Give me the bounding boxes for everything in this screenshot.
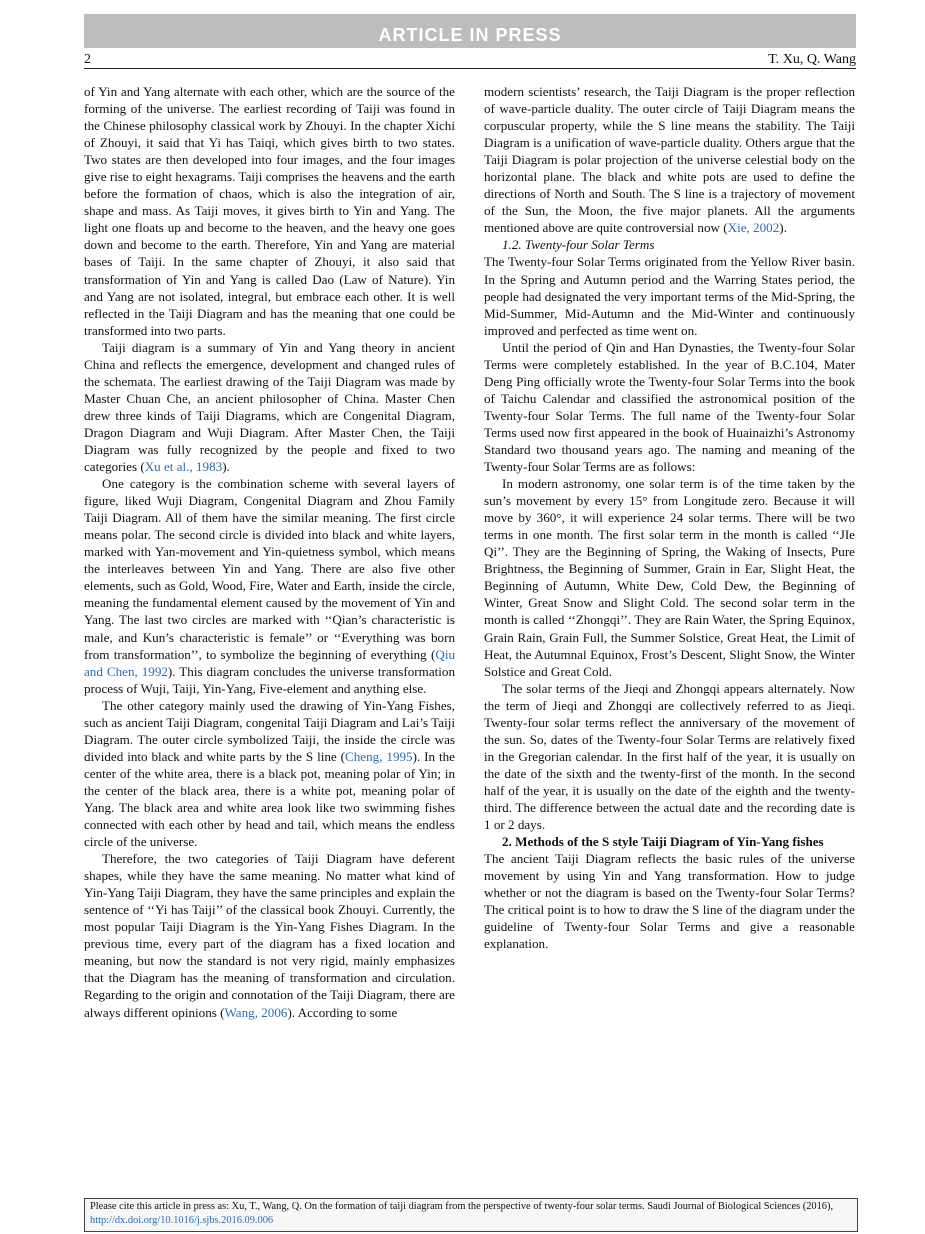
doi-link[interactable]: http://dx.doi.org/10.1016/j.sjbs.2016.09.006 — [90, 1214, 274, 1226]
paragraph: The Twenty-four Solar Terms originated from the Yellow River basin. In the Spring and Autumn period and the Warring States period, the people had designated the very important terms of the Mid-Spring, the Mid-Summer, Mid-Autumn and the Mid-Winter and continuously improved and perfected as time went on. — [484, 254, 855, 338]
citation-box — [84, 1198, 858, 1232]
left-column — [84, 83, 455, 1021]
article-in-press-banner: ARTICLE IN PRESS — [84, 14, 856, 48]
paragraph: The other category mainly used the drawing of Yin-Yang Fishes, such as ancient Taiji Diagram, congenital Taiji Diagram and Lai’s Taiji Diagram. The outer circle symbolized Taiji, the inside the circle was divided into black and white parts by the S line (Cheng, 1995). In the center of the white area, there is a black pot, meaning polar of Yin; in the center of the black area, there is a white pot, meaning polar of Yang. The black area and white area look like two swimming fishes connected with each other by head and tail, which means the endless circle of the universe. — [84, 697, 455, 850]
citation-text: Please cite this article in press as: Xu, T., Wang, Q. On the formation of taiji diagram from the perspective of twenty-four solar terms. Saudi Journal of Biological Sciences (2016), — [90, 1201, 834, 1212]
header-rule — [84, 68, 856, 69]
reference-link[interactable]: Cheng, 1995 — [345, 748, 413, 764]
reference-link[interactable]: Xu et al., 1983 — [144, 459, 223, 475]
paragraph: The solar terms of the Jieqi and Zhongqi appears alternately. Now the term of Jieqi and Zhongqi are collectively referred to as Jieqi. Twenty-four solar terms reflect the anniversary of the movement of the sun. So, dates of the Twenty-four Solar Terms are relatively fixed in the Gregorian calendar. In the first half of the year, it is usually on the date of the sixth and the twenty-first of the month. In the second half of the year, it is usually on the date of the eighth and the twenty-third. The difference between the actual date and the recording date is 1 or 2 days. — [484, 680, 855, 833]
subsection-heading: 1.2. Twenty-four Solar Terms — [502, 237, 655, 253]
paragraph: modern scientists’ research, the Taiji Diagram is the proper reflection of wave-particle duality. The outer circle of Taiji Diagram means the corpuscular property, while the S line means the stability. The Taiji Diagram is a unification of wave-particle duality. Others argue that the Taiji Diagram is polar projection of the universe celestial body on the horizontal plane. The black and white pots are used to define the directions of North and South. The S line is a trajectory of movement of the Sun, the Moon, the five major planets. All the arguments mentioned above are quite controversial now (Xie, 2002). — [484, 84, 855, 236]
paragraph: In modern astronomy, one solar term is of the time taken by the sun’s movement by every 15° from Longitude zero. Because it will move by 360°, it will experience 24 solar terms. There will be two terms in one month. The first solar term in the month is called ‘‘JIe Qi’’. They are the Beginning of Spring, the Waking of Insects, Pure Brightness, the Beginning of Summer, Grain in Ear, Slight Heat, the Beginning of Autumn, White Dew, Cold Dew, the Beginning of Winter, Great Snow and Slight Cold. The second solar term in the month is called ‘‘Zhongqi’’. They are Rain Water, the Spring Equinox, Grain Rain, Grain Full, the Summer Solstice, Great Heat, the Limit of Heat, the Autumnal Equinox, Frost’s Descent, Slight Snow, the Winter Solstice and Great Cold. — [484, 476, 855, 679]
right-column — [484, 83, 855, 952]
reference-link[interactable]: Wang, 2006 — [224, 1004, 288, 1020]
running-header-authors: T. Xu, Q. Wang — [768, 52, 856, 67]
paragraph: One category is the combination scheme with several layers of figure, liked Wuji Diagram, Congenital Diagram and Zhou Family Taiji Diagram. All of them have the similar meaning. The first circle means polar. The second circle is divided into black and white layers, marked with Yan-movement and Yin-quietness symbol, which means the interleaves between Yin and Yang. There are also five other elements, such as Gold, Wood, Fire, Water and Earth, inside the circle, meaning the fundamental element caused by the movement of Yin and Yang. The last two circles are marked with ‘‘Qian’s characteristic is male, and Kun’s characteristic is female’’ or ‘‘Everything was born from transformation’’, to symbolize the beginning of everything (Qiu and Chen, 1992). This diagram concludes the universe transformation process of Wuji, Taiji, Yin-Yang, Five-element and anything else. — [84, 476, 455, 696]
paragraph: Until the period of Qin and Han Dynasties, the Twenty-four Solar Terms were completely established. In the year of B.C.104, Mater Deng Ping officially wrote the Twenty-four Solar Terms into the book of Taichu Calendar and classified the astronomical position of the Twenty-four Solar Terms. The full name of the Twenty-four Solar Terms used now first appeared in the book of Huainaizhi’s Astronomy Standard two thousand years ago. The naming and meaning of the Twenty-four Solar Terms are as follows: — [484, 339, 855, 475]
reference-link[interactable]: Xie, 2002 — [727, 220, 780, 236]
paragraph: of Yin and Yang alternate with each other, which are the source of the forming of the universe. The earliest recording of Taiji was found in the Chinese philosophy classical work by Zhouyi. In the chapter Xichi of Zhouyi, it said that Yi has Taiqi, which gives birth to two states. Two states are then developed into four images, and the four images give rise to eight hexagrams. Taiji comprises the heavens and the earth before the formation of chaos, which is also the integration of air, shape and mass. As Taiji moves, it gives birth to Yin and Yang. The light one floats up and become to the heaven, and the heavy one goes down and become to the earth. Therefore, Yin and Yang are material bases of Taiji. In the same chapter of Zhouyi, it also said that transformation of Yin and Yang is called Dao (Law of Nature). Yin and Yang are not isolated, integral, but embrace each other. It is well reflected in the Taiji Diagram and has the meaning that one could be transformed into two parts. — [84, 84, 455, 338]
reference-link[interactable]: Qiu and Chen, 1992 — [84, 646, 455, 679]
paragraph: Taiji diagram is a summary of Yin and Yang theory in ancient China and reflects the emergence, development and changed rules of the schemata. The earliest drawing of the Taiji Diagram was made by Master Chuan Che, an ancient philosopher of China. Master Chen drew three kinds of Taiji Diagrams, which are Congenital Diagram, Dragon Diagram and Wuji Diagram. After Master Chen, the Taiji Diagram was fully recognized by the people and fixed to two categories (Xu et al., 1983). — [84, 339, 455, 475]
paragraph: Therefore, the two categories of Taiji Diagram have deferent shapes, while they have the same meaning. No matter what kind of Yin-Yang Taiji Diagram, they have the same principles and explain the sentence of ‘‘Yi has Taiji’’ of the classical book Zhouyi. Currently, the most popular Taiji Diagram is the Yin-Yang Fishes Diagram. In the previous time, every part of the diagram has a fixed location and meaning, but now the standard is not very rigid, mainly emphasizes that the Diagram has the meaning of transformation and circulation. Regarding to the origin and connotation of the Taiji Diagram, there are always different opinions (Wang, 2006). According to some — [84, 851, 455, 1020]
paragraph: The ancient Taiji Diagram reflects the basic rules of the universe movement by using Yin and Yang transformation. How to judge whether or not the diagram is based on the Twenty-four Solar Terms? The critical point is to how to draw the S line of the diagram under the guideline of Twenty-four Solar Terms and give a reasonable explanation. — [484, 851, 855, 952]
section-heading: 2. Methods of the S style Taiji Diagram of Yin-Yang fishes — [502, 834, 824, 850]
page-number: 2 — [84, 52, 91, 67]
